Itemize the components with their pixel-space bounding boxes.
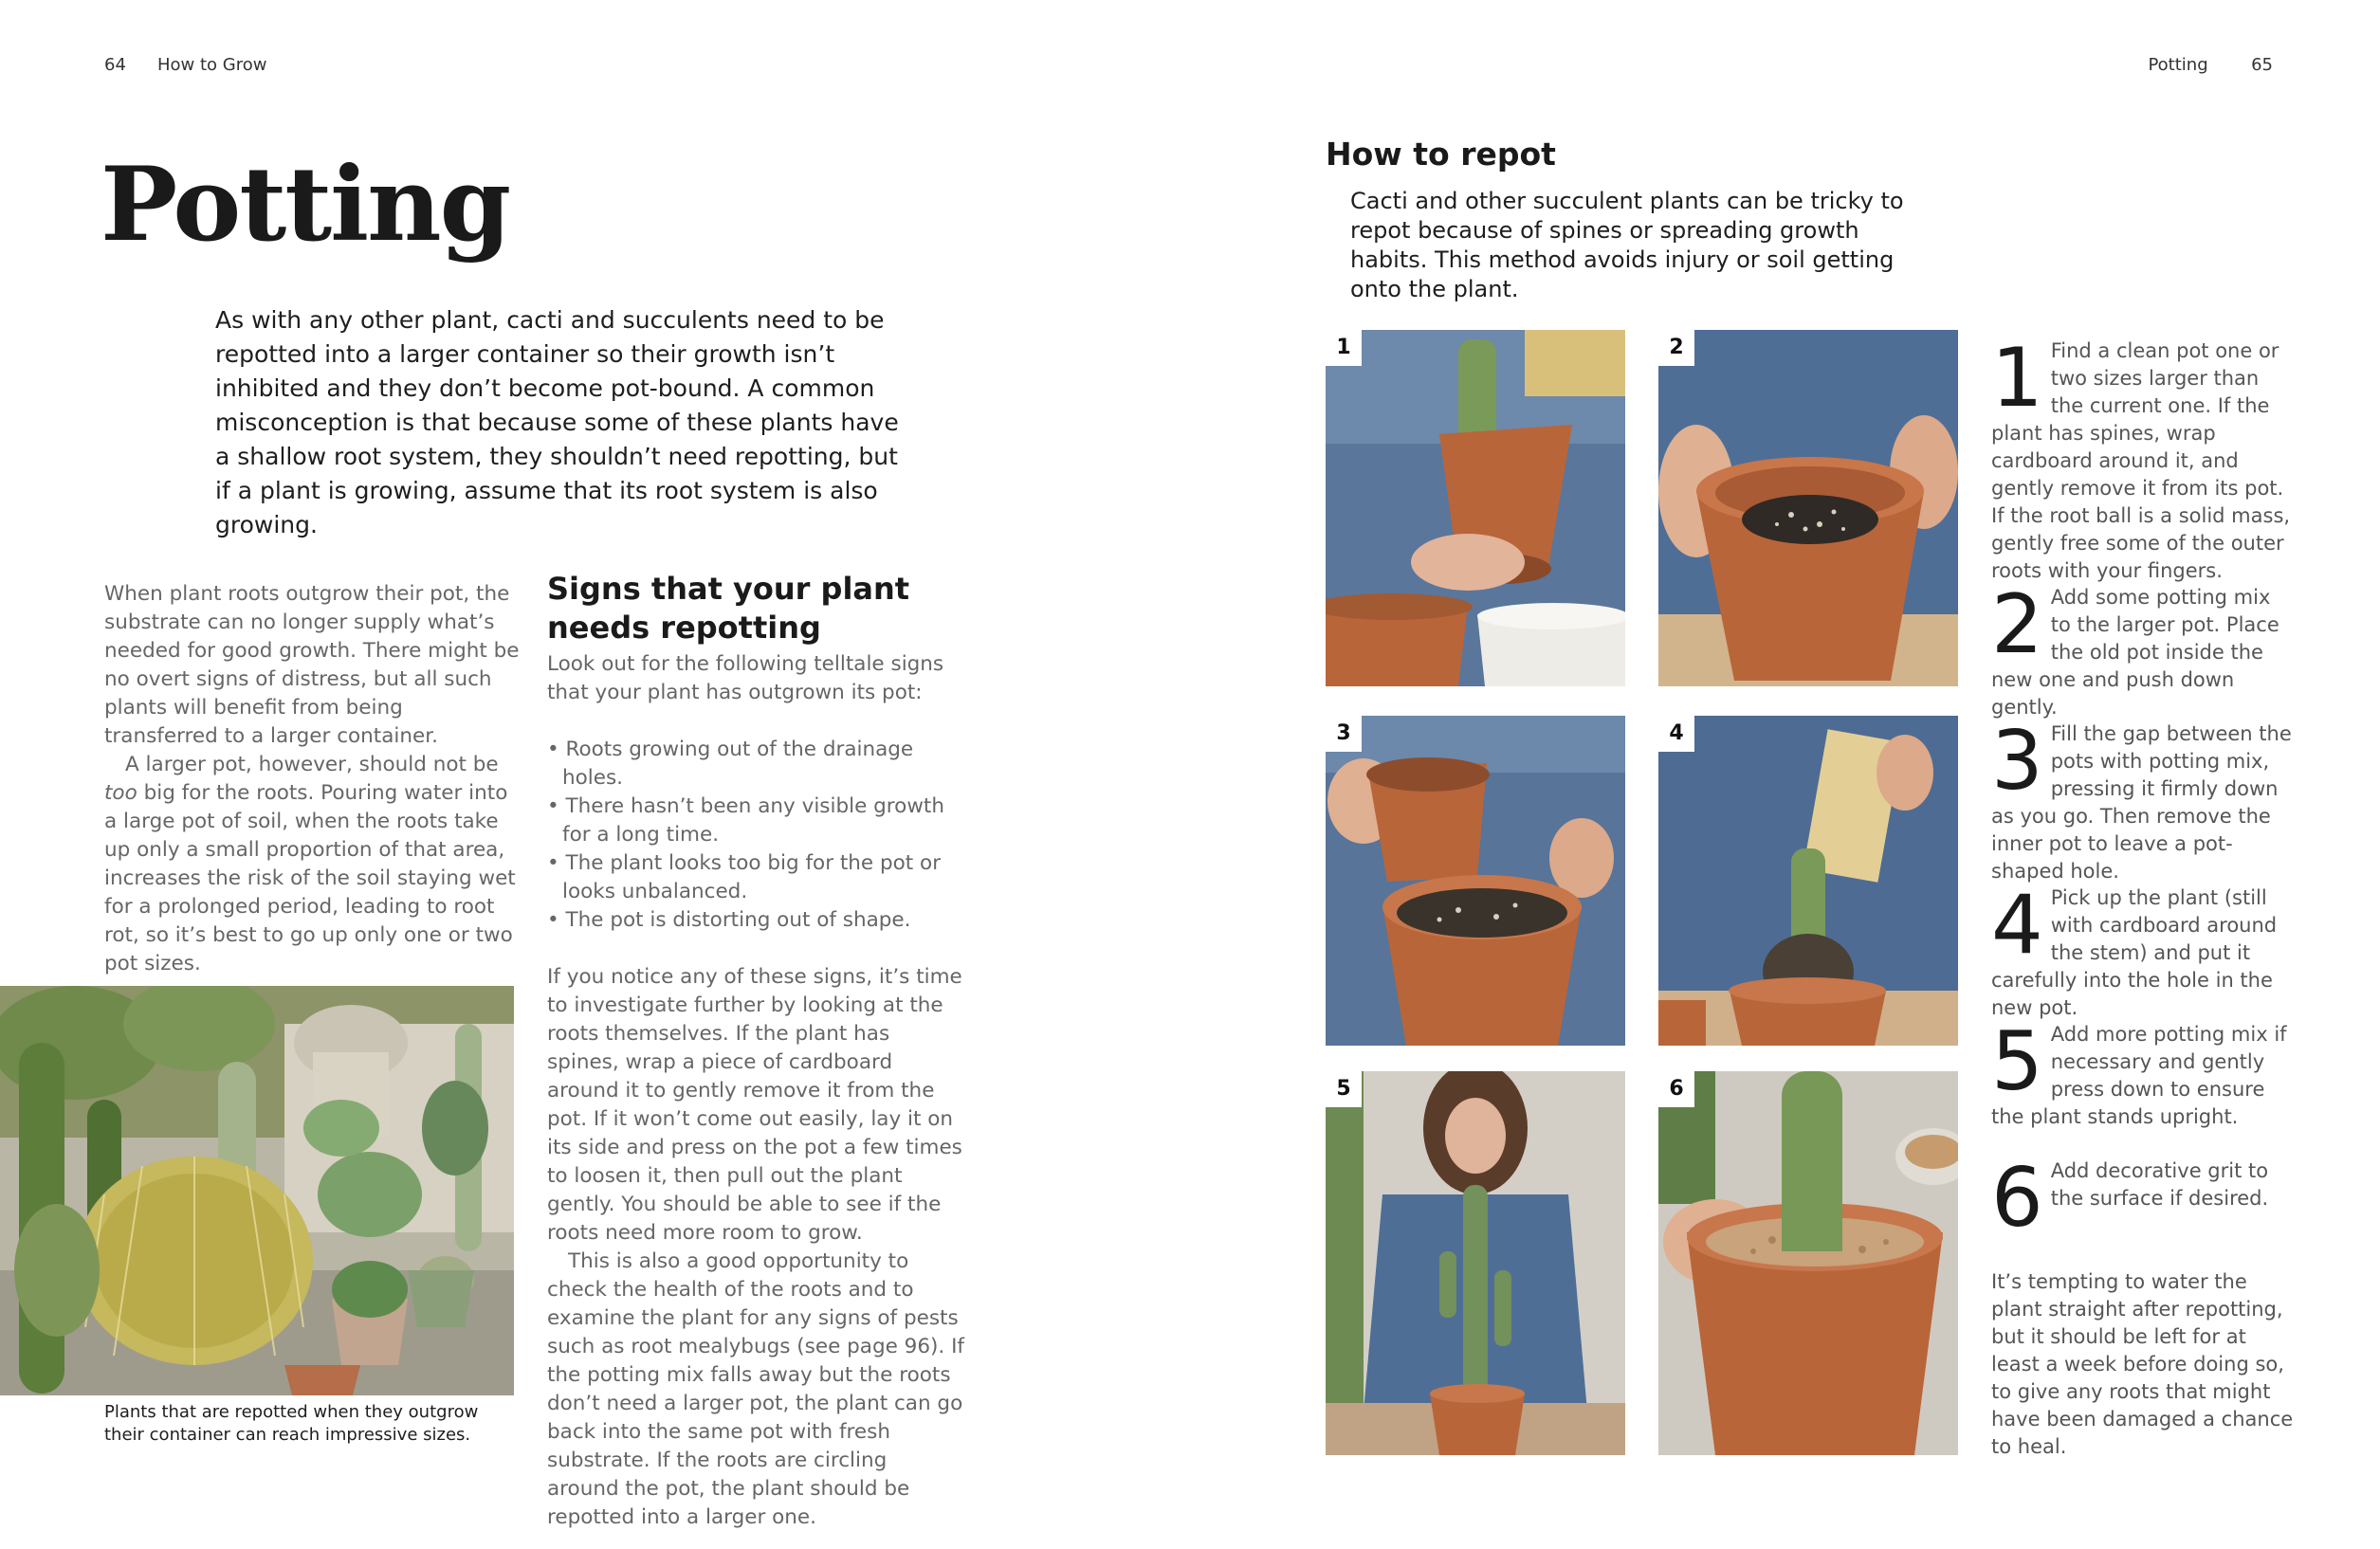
repot-step-5	[1991, 1014, 2295, 1131]
signs-list-item: • Roots growing out of the drainage holes.	[547, 736, 964, 793]
step-number: 1	[1991, 331, 2043, 426]
step-photo-label: 1	[1326, 330, 1362, 366]
step-number: 2	[1991, 577, 2043, 672]
signs-list-item: • The pot is distorting out of shape.	[547, 906, 964, 935]
signs-paragraph-2: This is also a good opportunity to check the health of the roots and to examine the plant for any signs of pests such as root mealybugs (see page 96). If the potting mix falls away but the roots don’t need a larger pot, the plant can go back into the same pot with fresh substrate. If the roots are circling around the pot, the plant should be repotted into a larger one.	[547, 1249, 964, 1529]
cactus-collection-photo	[0, 986, 514, 1395]
step-photo-label: 6	[1658, 1071, 1694, 1107]
left-paragraph-2-end: big for the roots. Pouring water into a large pot of soil, when the roots take up only a small proportion of that area, increases the risk of the soil staying wet for a prolonged period, leading to root rot, so it’s best to go up only one or two pot sizes.	[104, 781, 516, 975]
step-number: 4	[1991, 878, 2043, 973]
left-paragraph-2	[104, 751, 522, 978]
left-paragraph-1: When plant roots outgrow their pot, the substrate can no longer supply what’s needed for good growth. There might be no overt signs of distress, but all such plants will benefit from being transferred to a larger container.	[104, 582, 520, 748]
repot-step-2	[1991, 577, 2295, 721]
step-photo-3	[1326, 716, 1625, 1046]
signs-paragraph-1: If you notice any of these signs, it’s time to investigate further by looking at the roots themselves. If the plant has spines, wrap a piece of cardboard around it to gently remove it from the pot. If it won’t come out easily, lay it on its side and press on the pot a few times to loosen it, then pull out the plant gently. You should be able to see if the roots need more room to grow.	[547, 965, 962, 1245]
step-photo-6	[1658, 1071, 1958, 1455]
repot-outro: It’s tempting to water the plant straight after repotting, but it should be left for at least a week before doing so, to give any roots that might have been damaged a chance to heal.	[1991, 1270, 2294, 1458]
left-paragraph-2-emphasis: too	[104, 781, 137, 805]
signs-intro: Look out for the following telltale signs that your plant has outgrown its pot:	[547, 652, 944, 704]
step-photo-5	[1326, 1071, 1625, 1455]
right-page-number: 65	[2251, 55, 2273, 75]
page-title: Potting	[101, 145, 510, 264]
step-photo-label: 5	[1326, 1071, 1362, 1107]
intro-paragraph: As with any other plant, cacti and succulents need to be repotted into a larger container so their growth isn’t inhibited and they don’t become pot-bound. A common misconception is that because some of these plants have a shallow root system, they shouldn’t need repotting, but if a plant is growing, assume that its root system is also growing.	[215, 306, 899, 538]
step-text: Pick up the plant (still with cardboard around the stem) and put it carefully into the hole in the new pot.	[1991, 886, 2278, 1019]
repot-step-4	[1991, 878, 2295, 1022]
left-page-number: 64	[104, 55, 126, 75]
step-photo-2	[1658, 330, 1958, 686]
step-photo-label: 2	[1658, 330, 1694, 366]
step-text: Add more potting mix if necessary and gently press down to ensure the plant stands upright.	[1991, 1023, 2287, 1128]
right-header	[2148, 55, 2273, 75]
photo-caption: Plants that are repotted when they outgrow their container can reach impressive sizes.	[104, 1402, 479, 1445]
step-photo-label: 4	[1658, 716, 1694, 752]
right-running-head: Potting	[2148, 55, 2208, 75]
step-text: Fill the gap between the pots with potting mix, pressing it firmly down as you go. Then remove the inner pot to leave a pot-shaped hole.	[1991, 722, 2292, 883]
step-photo-1	[1326, 330, 1625, 686]
step-photo-4	[1658, 716, 1958, 1046]
left-column-text	[104, 580, 522, 978]
step-text: Add some potting mix to the larger pot. Place the old pot inside the new one and push down gently.	[1991, 586, 2279, 719]
repot-heading: How to repot	[1326, 136, 1556, 173]
repot-intro: Cacti and other succulent plants can be tricky to repot because of spines or spreading growth habits. This method avoids injury or soil getting onto the plant.	[1350, 188, 1904, 302]
signs-list-item: • The plant looks too big for the pot or looks unbalanced.	[547, 849, 964, 906]
step-photo-label: 3	[1326, 716, 1362, 752]
repot-step-6	[1991, 1151, 2295, 1246]
repot-step-3	[1991, 714, 2295, 885]
step-number: 3	[1991, 714, 2043, 809]
left-paragraph-2-start: A larger pot, however, should not be	[125, 753, 499, 776]
signs-column-text	[547, 650, 964, 1532]
step-text: Find a clean pot one or two sizes larger than the current one. If the plant has spines, wrap cardboard around it, and gently remove it from its pot. If the root ball is a solid mass, gently free some of the outer roots with your fingers.	[1991, 339, 2291, 582]
left-running-head: How to Grow	[157, 55, 267, 75]
signs-list	[547, 736, 964, 935]
repot-step-1	[1991, 331, 2295, 585]
step-number: 6	[1991, 1151, 2043, 1246]
step-number: 5	[1991, 1014, 2043, 1109]
step-text: Add decorative grit to the surface if desired.	[2050, 1159, 2269, 1210]
signs-heading: Signs that your plant needs repotting	[547, 571, 910, 646]
signs-list-item: • There hasn’t been any visible growth for a long time.	[547, 793, 964, 849]
